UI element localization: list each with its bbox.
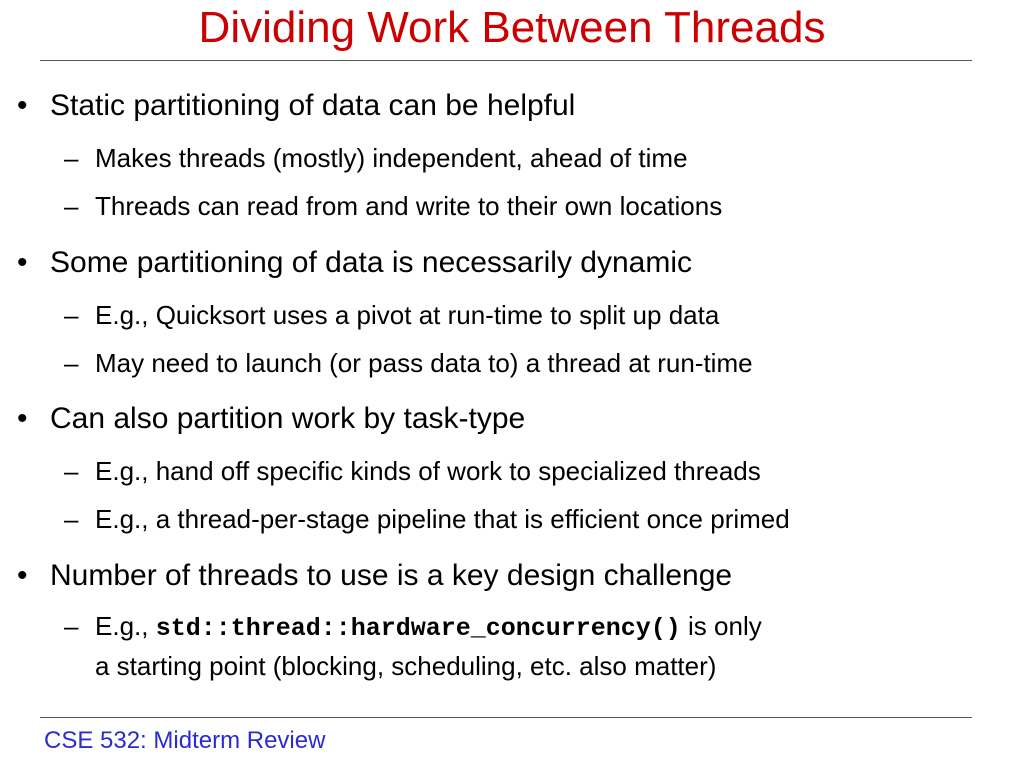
bullet-4-sub-1 [95,611,762,644]
bullet-marker: • [17,246,28,279]
sub-bullet-marker: – [64,348,79,378]
slide-title: Dividing Work Between Threads [198,3,826,52]
bullet-3-sub-1: E.g., hand off specific kinds of work to specialized threads [95,456,761,486]
bullet-4-text: Number of threads to use is a key design challenge [50,559,733,592]
bullet-marker: • [17,402,28,435]
sub-bullet-marker: – [64,191,79,221]
sub-bullet-marker: – [64,456,79,486]
bullet-4-sub-1-continuation: a starting point (blocking, scheduling, etc. also matter) [95,651,717,681]
footer-text: CSE 532: Midterm Review [44,727,326,754]
bullet-marker: • [17,559,28,592]
sub-suffix: is only [680,611,762,641]
bullet-2-sub-1: E.g., Quicksort uses a pivot at run-time to split up data [95,300,720,330]
bullet-1-text: Static partitioning of data can be helpful [50,89,576,122]
bullet-marker: • [17,89,28,122]
bullet-2-text: Some partitioning of data is necessarily dynamic [50,246,692,279]
code-snippet: std::thread::hardware_concurrency() [155,614,681,643]
sub-bullet-marker: – [64,300,79,330]
footer-divider [40,717,972,718]
sub-prefix: E.g., [95,611,156,641]
sub-bullet-marker: – [64,611,79,641]
bullet-3-text: Can also partition work by task-type [50,402,526,435]
sub-bullet-marker: – [64,504,79,534]
bullet-1-sub-1: Makes threads (mostly) independent, ahead of time [95,143,688,173]
bullet-2-sub-2: May need to launch (or pass data to) a thread at run-time [95,348,753,378]
bullet-1-sub-2: Threads can read from and write to their own locations [95,191,723,221]
bullet-3-sub-2: E.g., a thread-per-stage pipeline that is efficient once primed [95,504,790,534]
sub-bullet-marker: – [64,143,79,173]
